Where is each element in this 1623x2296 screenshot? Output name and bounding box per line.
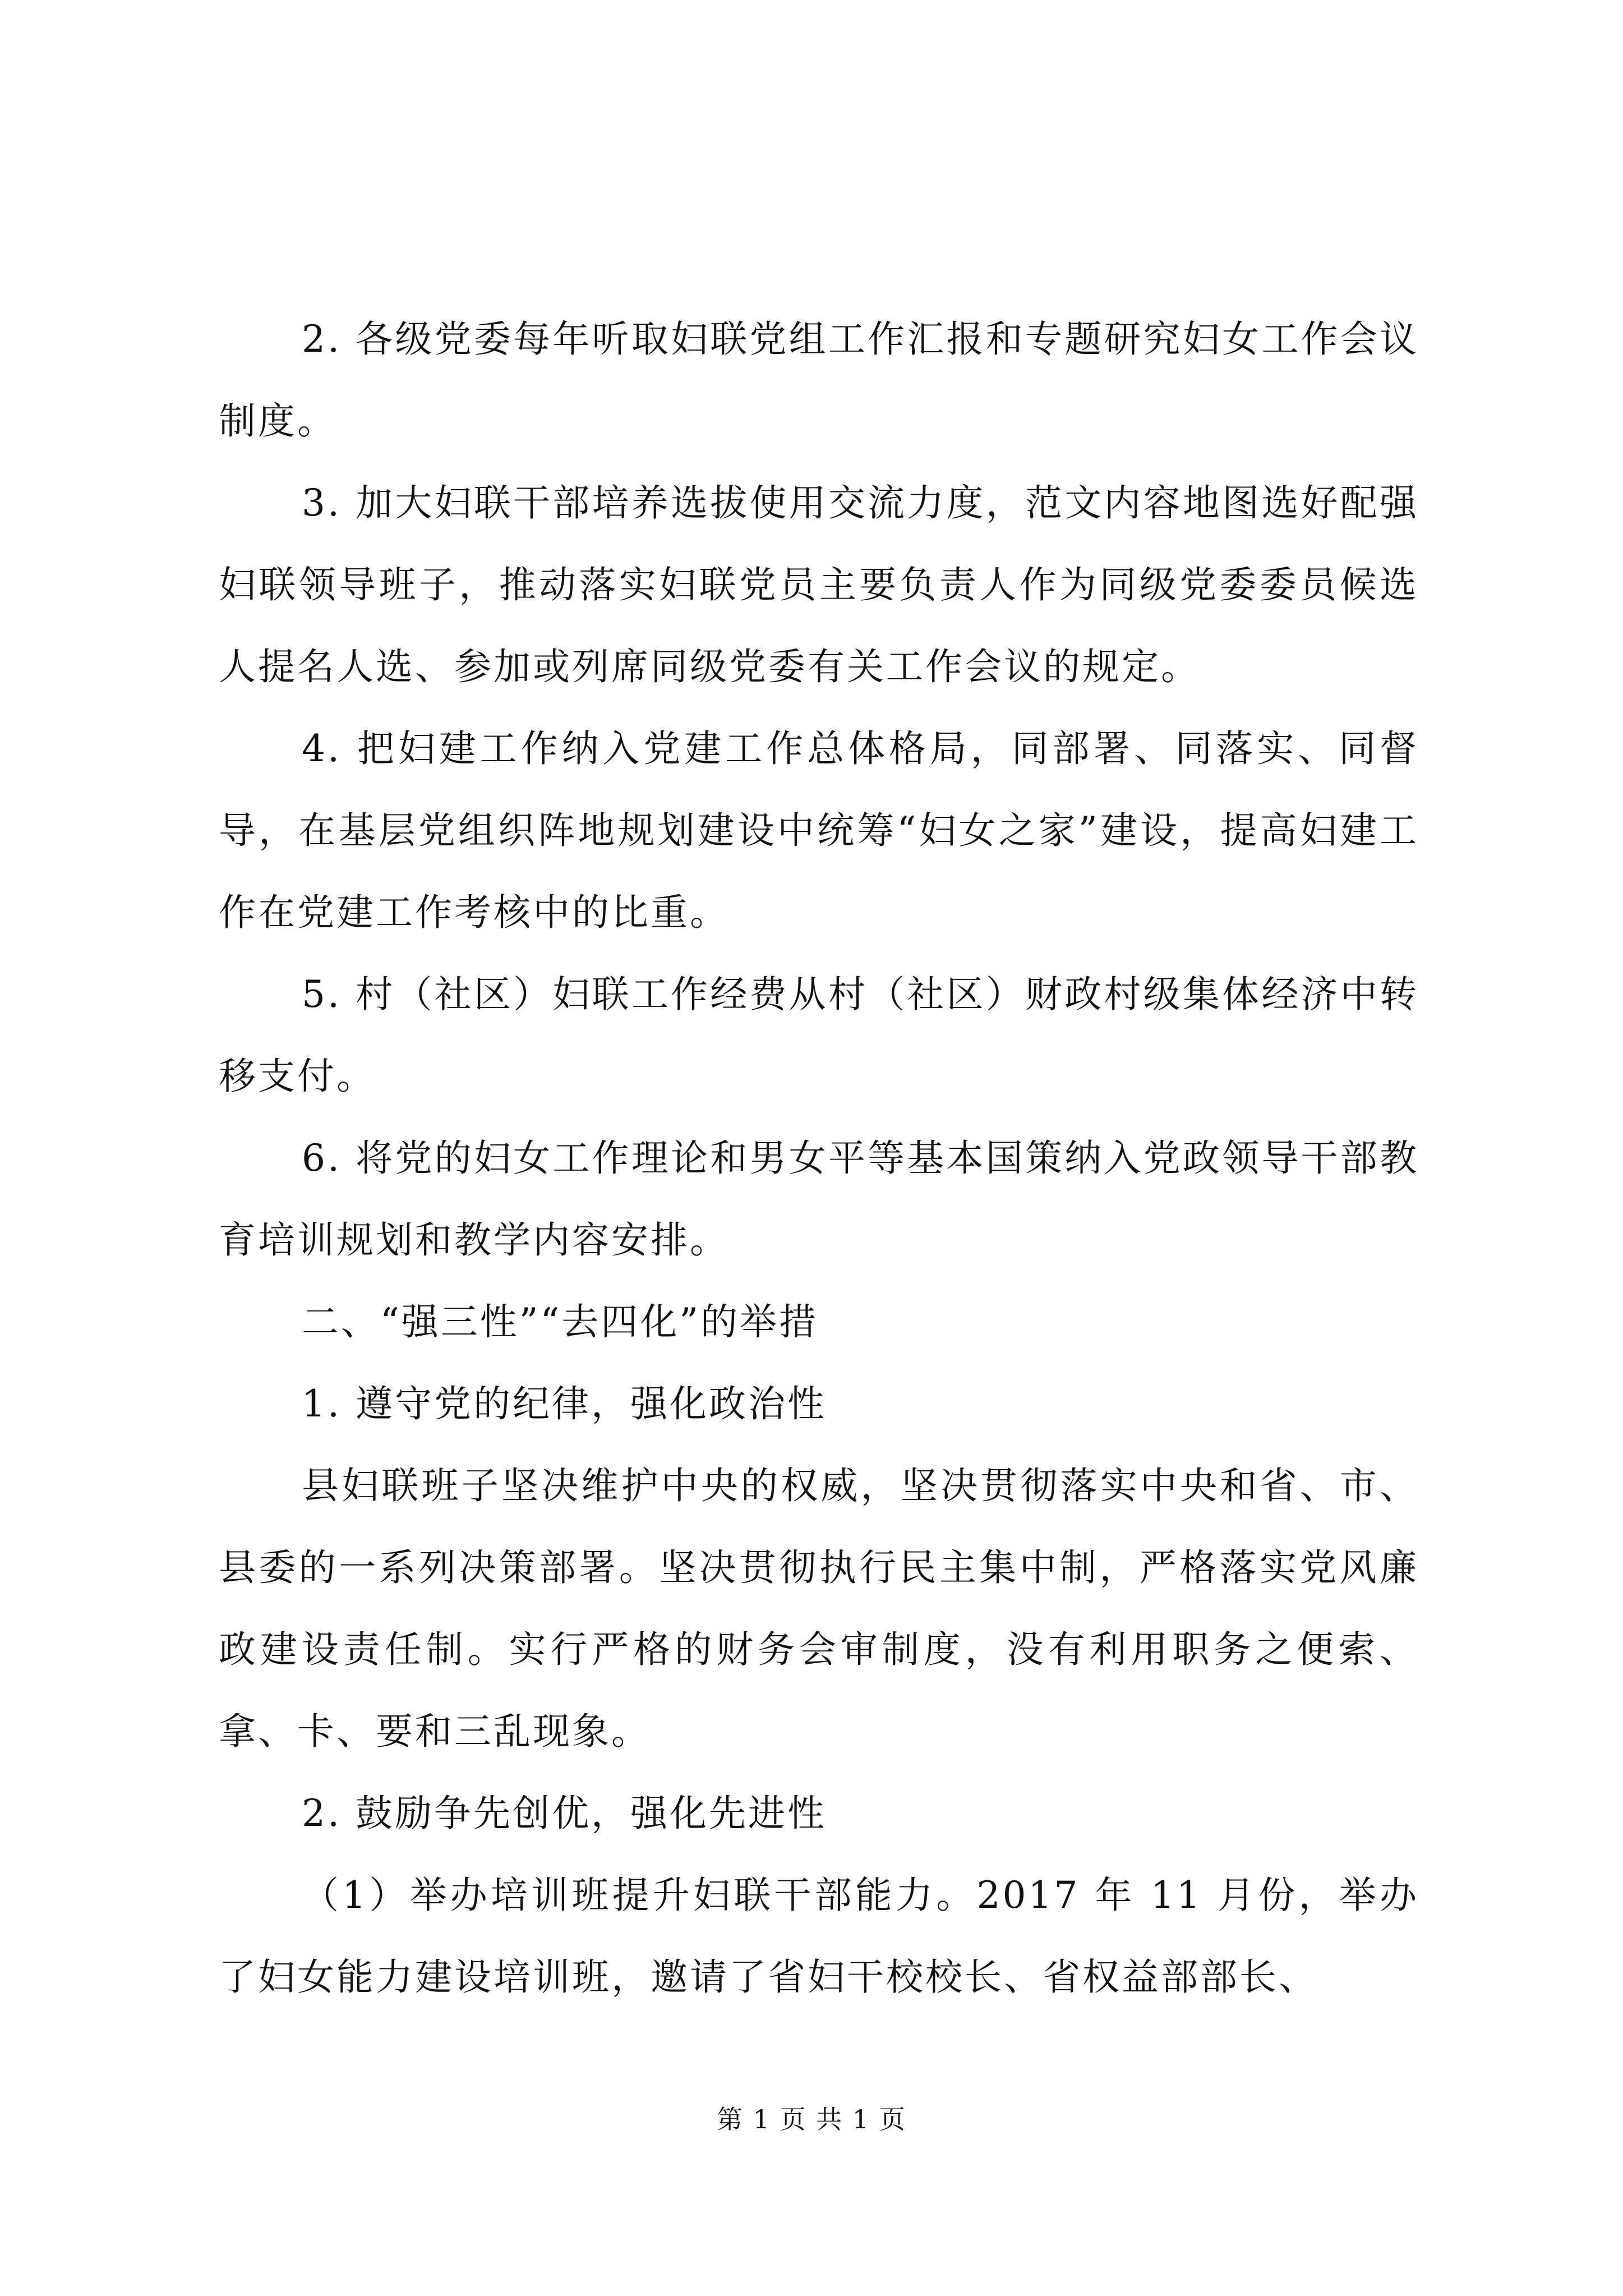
paragraph-item-2: 2. 各级党委每年听取妇联党组工作汇报和专题研究妇女工作会议制度。 <box>219 318 1419 443</box>
page-footer: 第 1 页 共 1 页 <box>717 2104 906 2134</box>
paragraph-item-4: 4. 把妇建工作纳入党建工作总体格局，同部署、同落实、同督导，在基层党组织阵地规划建设中统筹“妇女之家”建设，提高妇建工作在党建工作考核中的比重。 <box>219 727 1419 934</box>
subsection-heading-2: 2. 鼓励争先创优，强化先进性 <box>302 1792 827 1835</box>
paragraph-item-3: 3. 加大妇联干部培养选拔使用交流力度，范文内容地图选好配强妇联领导班子，推动落实妇联党员主要负责人作为同级党委委员候选人提名人选、参加或列席同级党委有关工作会议的规定。 <box>219 481 1419 688</box>
subsection-heading-1: 1. 遵守党的纪律，强化政治性 <box>302 1382 827 1425</box>
paragraph-item-5: 5. 村（社区）妇联工作经费从村（社区）财政村级集体经济中转移支付。 <box>219 973 1419 1098</box>
body-paragraph: 县妇联班子坚决维护中央的权威，坚决贯彻落实中央和省、市、县委的一系列决策部署。坚决贯彻执行民主集中制，严格落实党风廉政建设责任制。实行严格的财务会审制度，没有利用职务之便索、拿、卡、要和三乱现象。 <box>219 1464 1419 1753</box>
section-heading: 二、“强三性”“去四化”的举措 <box>302 1300 818 1343</box>
body-paragraph-training: （1）举办培训班提升妇联干部能力。2017 年 11 月份，举办了妇女能力建设培训班，邀请了省妇干校校长、省权益部部长、 <box>219 1874 1419 1999</box>
paragraph-item-6: 6. 将党的妇女工作理论和男女平等基本国策纳入党政领导干部教育培训规划和教学内容安排。 <box>219 1137 1419 1262</box>
document-body <box>219 298 1419 2018</box>
